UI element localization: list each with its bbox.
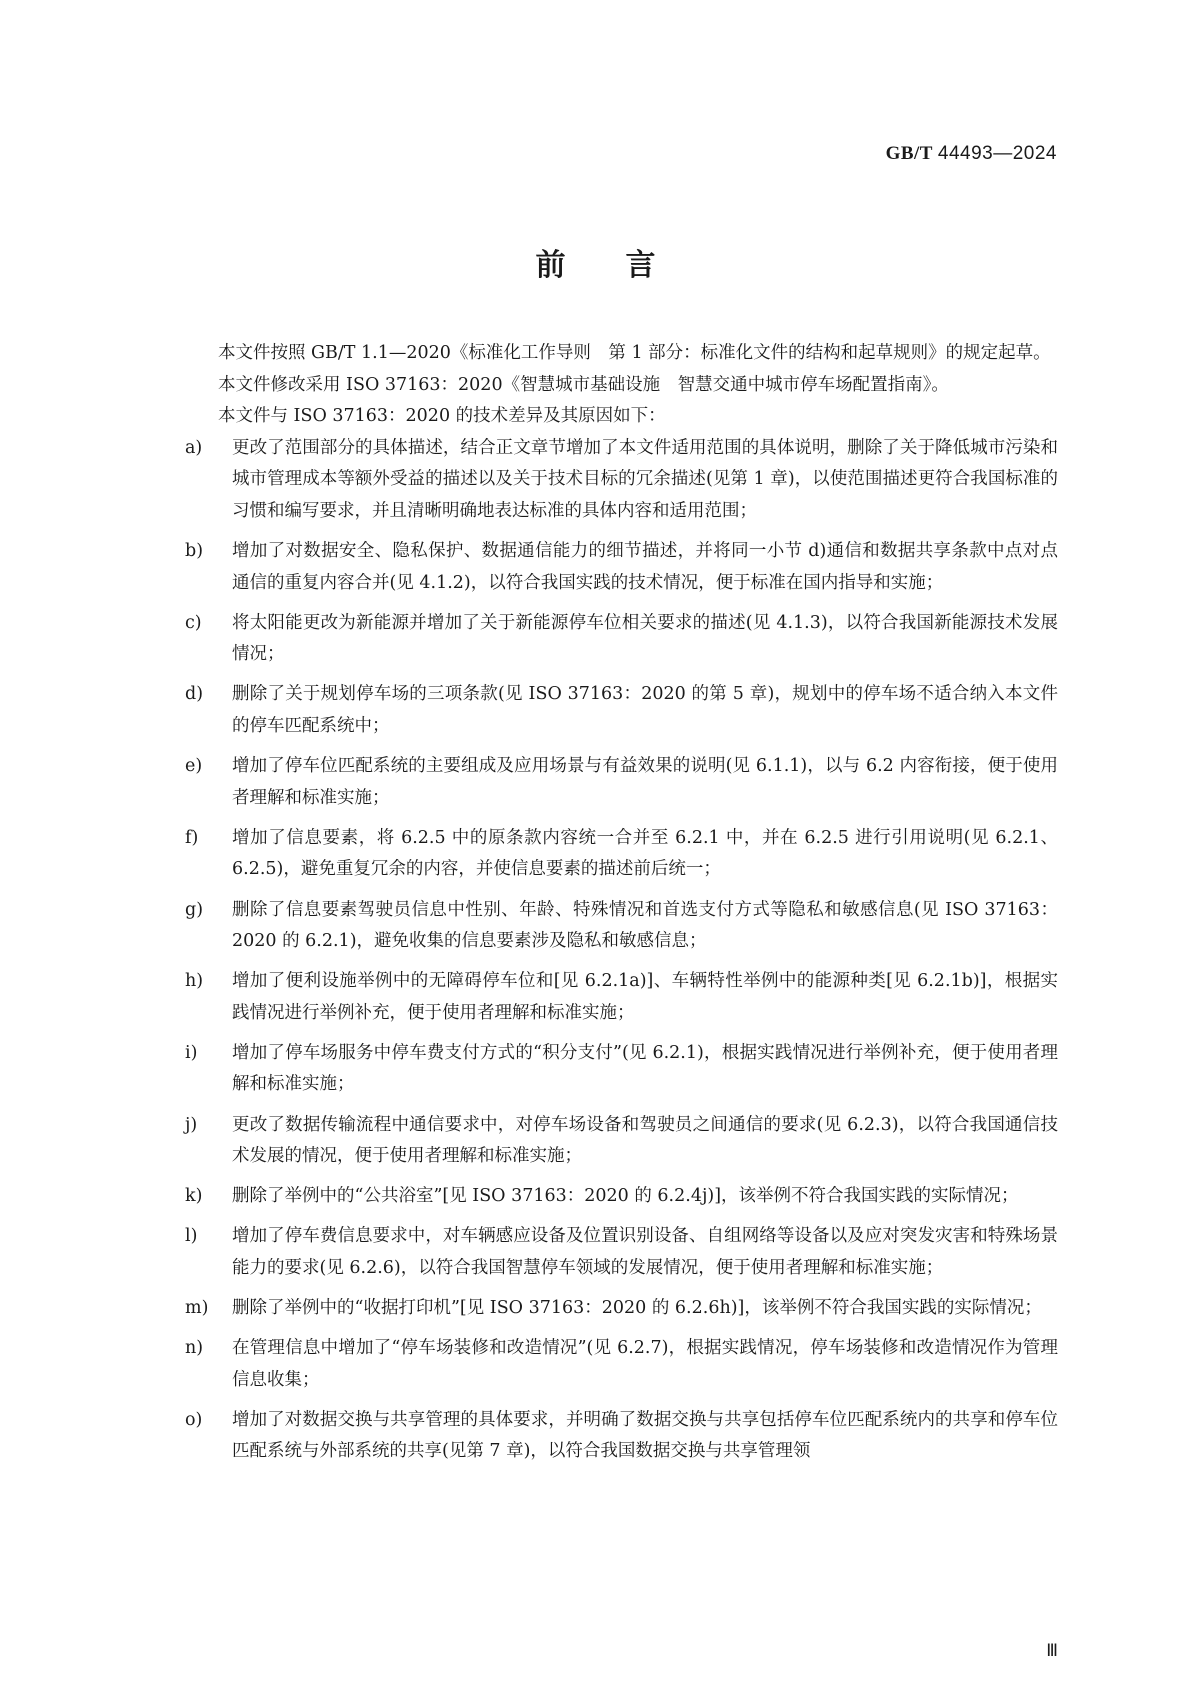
standard-number xyxy=(886,143,1057,165)
list-item-text: 在管理信息中增加了“停车场装修和改造情况”(见 6.2.7)，根据实践情况，停车场装修和改造情况作为管理信息收集； xyxy=(232,1338,1058,1390)
list-marker: h) xyxy=(185,971,204,992)
list-marker: o) xyxy=(185,1409,203,1430)
list-marker: k) xyxy=(185,1186,203,1207)
list-item-text: 更改了范围部分的具体描述，结合正文章节增加了本文件适用范围的具体说明，删除了关于降低城市污染和城市管理成本等额外受益的描述以及关于技术目标的冗余描述(见第 1 章)，以使范围描述更符合我国标准的习惯和编写要求，并且清晰明确地表达标准的具体内容和适用范围； xyxy=(232,437,1058,521)
list-item-text: 增加了信息要素，将 6.2.5 中的原条款内容统一合并至 6.2.1 中，并在 6.2.5 进行引用说明(见 6.2.1、6.2.5)，避免重复冗余的内容，并使信息要素的描述前后统一； xyxy=(232,827,1058,880)
foreword-body xyxy=(183,338,1058,1477)
paragraph: 本文件修改采用 ISO 37163：2020《智慧城市基础设施 智慧交通中城市停车场配置指南》。 xyxy=(218,374,949,395)
list-item xyxy=(183,1293,1058,1325)
list-item xyxy=(183,895,1058,958)
page-title: 前言 xyxy=(535,248,716,283)
standard-prefix: GB/T xyxy=(885,143,933,164)
list-marker: c) xyxy=(185,612,202,633)
list-item xyxy=(183,823,1058,886)
list-item xyxy=(183,751,1058,814)
list-item xyxy=(183,536,1058,599)
list-item-text: 删除了举例中的“收据打印机”[见 ISO 37163：2020 的 6.2.6h)]，该举例不符合我国实践的实际情况； xyxy=(232,1298,1042,1319)
list-item xyxy=(183,1221,1058,1284)
list-item xyxy=(183,679,1058,742)
list-item xyxy=(183,1038,1058,1101)
list-item xyxy=(183,1110,1058,1173)
list-marker: f) xyxy=(185,827,199,848)
list-marker: n) xyxy=(185,1338,204,1359)
list-marker: g) xyxy=(185,899,204,920)
list-item xyxy=(183,1333,1058,1396)
list-item xyxy=(183,433,1058,528)
list-item-text: 增加了停车费信息要求中，对车辆感应设备及位置识别设备、自组网络等设备以及应对突发灾害和特殊场景能力的要求(见 6.2.6)，以符合我国智慧停车领域的发展情况，便于使用者理解和标准实施； xyxy=(232,1226,1058,1278)
list-marker: b) xyxy=(185,541,204,562)
list-marker: e) xyxy=(185,756,203,777)
list-marker: j) xyxy=(185,1114,198,1135)
list-item-text: 更改了数据传输流程中通信要求中，对停车场设备和驾驶员之间通信的要求(见 6.2.3)，以符合我国通信技术发展的情况，便于使用者理解和标准实施； xyxy=(232,1114,1058,1167)
list-item-text: 增加了便利设施举例中的无障碍停车位和[见 6.2.1a)]、车辆特性举例中的能源种类[见 6.2.1b)]，根据实践情况进行举例补充，便于使用者理解和标准实施； xyxy=(232,971,1058,1023)
standard-code: 44493—2024 xyxy=(937,143,1057,164)
list-marker: l) xyxy=(185,1226,198,1247)
list-item-text: 删除了信息要素驾驶员信息中性别、年龄、特殊情况和首选支付方式等隐私和敏感信息(见 ISO 37163：2020 的 6.2.1)，避免收集的信息要素涉及隐私和敏感信息； xyxy=(232,899,1058,952)
list-marker: d) xyxy=(185,684,204,705)
list-item xyxy=(183,608,1058,671)
list-item xyxy=(183,1405,1058,1468)
list-item-text: 增加了停车位匹配系统的主要组成及应用场景与有益效果的说明(见 6.1.1)，以与 6.2 内容衔接，便于使用者理解和标准实施； xyxy=(232,756,1058,808)
difference-list xyxy=(183,433,1058,1468)
list-item xyxy=(183,1181,1058,1213)
list-item-text: 删除了关于规划停车场的三项条款(见 ISO 37163：2020 的第 5 章)，规划中的停车场不适合纳入本文件的停车匹配系统中； xyxy=(232,684,1058,737)
list-item-text: 增加了对数据安全、隐私保护、数据通信能力的细节描述，并将同一小节 d)通信和数据共享条款中点对点通信的重复内容合并(见 4.1.2)，以符合我国实践的技术情况，便于标准在国内指导和实施； xyxy=(232,541,1058,593)
paragraph: 本文件与 ISO 37163：2020 的技术差异及其原因如下： xyxy=(218,406,666,427)
list-item-text: 增加了对数据交换与共享管理的具体要求，并明确了数据交换与共享包括停车位匹配系统内的共享和停车位匹配系统与外部系统的共享(见第 7 章)，以符合我国数据交换与共享管理领 xyxy=(232,1409,1058,1462)
list-item-text: 删除了举例中的“公共浴室”[见 ISO 37163：2020 的 6.2.4j)]，该举例不符合我国实践的实际情况； xyxy=(232,1186,1019,1207)
list-item xyxy=(183,966,1058,1029)
list-marker: i) xyxy=(185,1042,198,1063)
list-item-text: 将太阳能更改为新能源并增加了关于新能源停车位相关要求的描述(见 4.1.3)，以符合我国新能源技术发展情况； xyxy=(232,612,1058,665)
page-number: Ⅲ xyxy=(1046,1641,1058,1660)
list-marker: m) xyxy=(185,1298,209,1319)
list-item-text: 增加了停车场服务中停车费支付方式的“积分支付”(见 6.2.1)，根据实践情况进行举例补充，便于使用者理解和标准实施； xyxy=(232,1042,1058,1095)
paragraph: 本文件按照 GB/T 1.1—2020《标准化工作导则 第 1 部分：标准化文件的结构和起草规则》的规定起草。 xyxy=(218,343,1051,363)
list-marker: a) xyxy=(185,437,203,458)
